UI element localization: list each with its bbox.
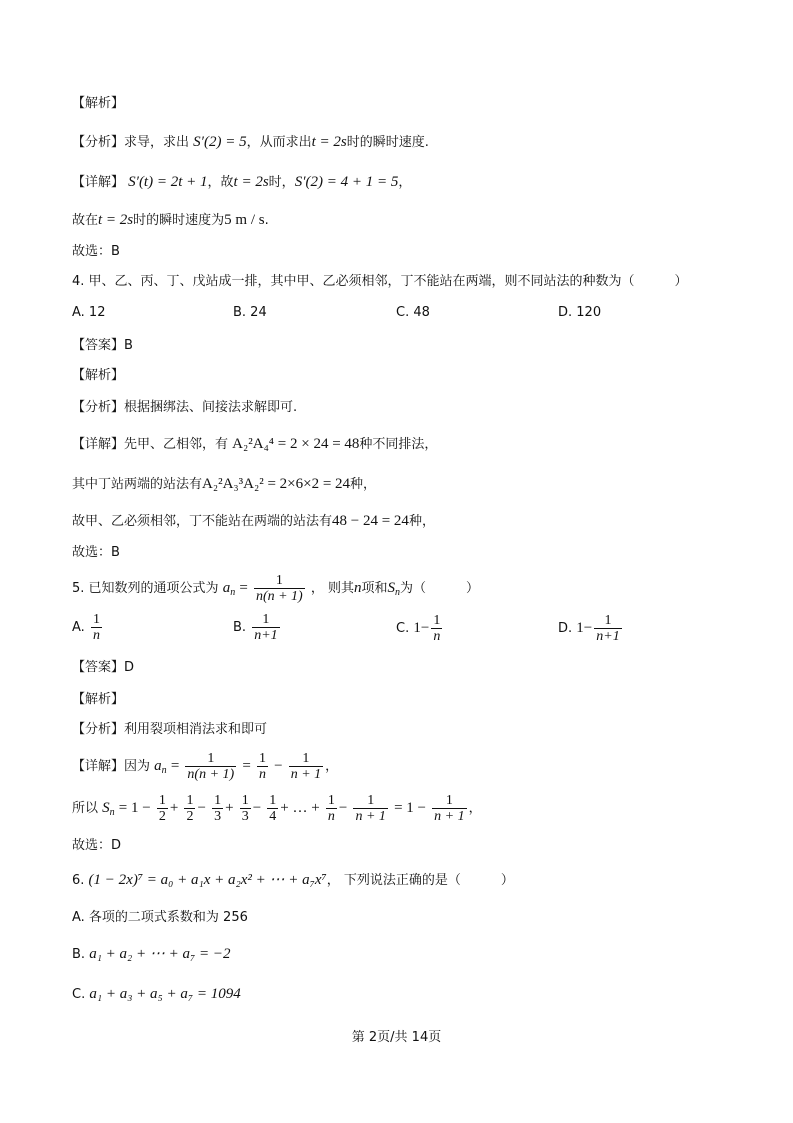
q5-option-b: B. $\frac{1}{n+1}$ [233, 612, 278, 643]
q5-stem: 5. 已知数列的通项公式为 $a_n$ = $\frac{1}{n(n + 1)}$ ， 则其n项和$S_n$为（ ） [72, 573, 480, 604]
q4-detail-1: 【详解】先甲、乙相邻，有 A₂²A₄⁴ = 2 × 24 = 48种不同排法， [72, 436, 438, 452]
q3-choose: 故选：B [72, 244, 120, 259]
q6-option-b: B. a₁ + a₂ + ⋯ + a₇ = −2 [72, 946, 231, 962]
q6-option-c: C. a₁ + a₃ + a₅ + a₇ = 1094 [72, 986, 241, 1002]
q3-conclusion: 故在t = 2s时的瞬时速度为5 m / s. [72, 212, 269, 228]
q4-analysis: 【分析】根据捆绑法、间接法求解即可. [72, 400, 298, 415]
q5-answer: 【答案】D [72, 660, 135, 675]
page-footer: 第 2页/共 14页 [351, 1030, 442, 1045]
q4-detail-2: 其中丁站两端的站法有A₂²A₃³A₂² = 2×6×2 = 24种， [72, 476, 377, 492]
q4-answer: 【答案】B [72, 338, 133, 353]
q6-stem: 6. (1 − 2x)⁷ = a₀ + a₁x + a₂x² + ⋯ + a₇x⁷， 下列说法正确的是（ ） [72, 872, 514, 888]
q5-option-c: C. 1− $\frac{1}{n}$ [396, 613, 441, 644]
q5-sum: 所以 $S_n = 1$ − $\frac{1}{2}$ + $\frac{1}{2}$ − $\frac{1}{3}$ + $\frac{1}{3}$ − $\frac{1}{4}$ + … + $\frac{1}{n}$ − $\frac{1}{n + 1}$ = 1 − $\frac{1}{n + 1}$ ， [72, 793, 482, 824]
q4-jiexi: 【解析】 [72, 368, 125, 383]
q3-detail: 【详解】 S′(t) = 2t + 1，故t = 2s时，S′(2) = 4 + 1 = 5， [72, 174, 412, 190]
q5-jiexi: 【解析】 [72, 692, 125, 707]
q6-option-a: A. 各项的二项式系数和为 256 [72, 910, 248, 925]
q5-choose: 故选：D [72, 838, 122, 853]
q4-detail-3: 故甲、乙必须相邻，丁不能站在两端的站法有48 − 24 = 24种， [72, 513, 435, 529]
q5-option-d: D. 1− $\frac{1}{n+1}$ [558, 613, 620, 644]
q3-analysis: 【分析】求导，求出 S′(2) = 5，从而求出t = 2s时的瞬时速度. [72, 134, 429, 150]
q4-option-c: C. 48 [396, 305, 430, 320]
q5-analysis: 【分析】利用裂项相消法求和即可 [72, 722, 268, 737]
q4-option-a: A. 12 [72, 305, 106, 320]
q5-option-a: A. $\frac{1}{n}$ [72, 612, 100, 643]
q5-detail: 【详解】因为 $a_n$ = $\frac{1}{n(n + 1)}$ = $\frac{1}{n}$ − $\frac{1}{n + 1}$ ， [72, 751, 339, 782]
q4-stem: 4. 甲、乙、丙、丁、戊站成一排，其中甲、乙必须相邻，丁不能站在两端，则不同站法的种数为（ ） [72, 274, 688, 289]
q4-option-d: D. 120 [558, 305, 602, 320]
q4-option-b: B. 24 [233, 305, 267, 320]
q4-choose: 故选：B [72, 545, 120, 560]
section-jiexi: 【解析】 [72, 96, 125, 111]
